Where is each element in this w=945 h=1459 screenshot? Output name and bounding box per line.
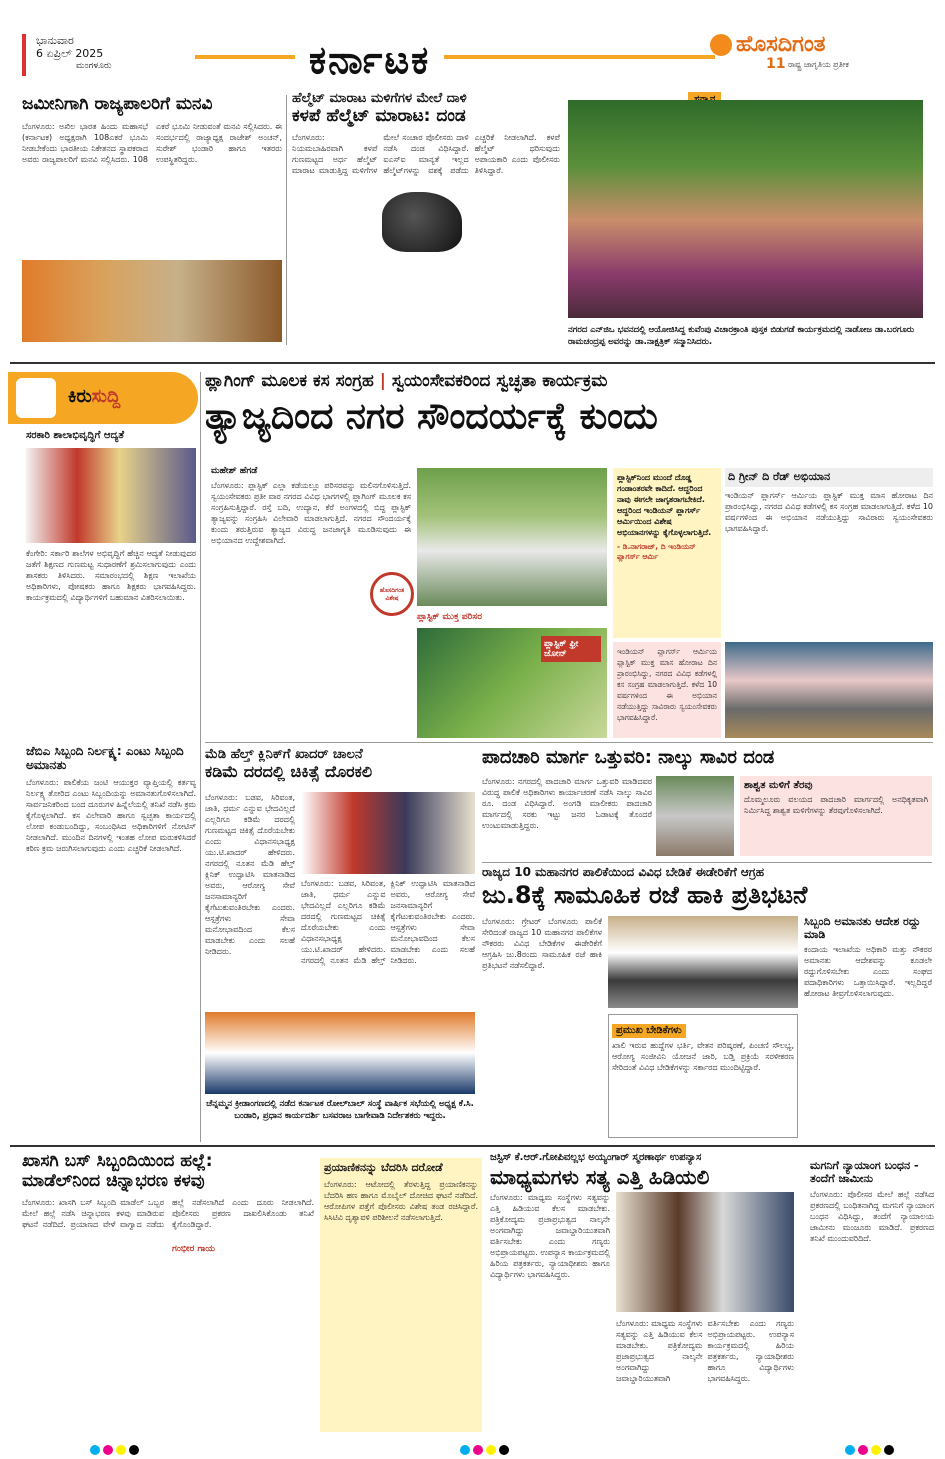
issue-date: 6 ಏಪ್ರಿಲ್ 2025 (36, 47, 104, 60)
print-registration-marks (845, 1440, 897, 1459)
headline-1: ಖಾಸಗಿ ಬಸ್ ಸಿಬ್ಬಂದಿಯಿಂದ ಹಲ್ಲೆ: (22, 1152, 213, 1171)
story-jbp (26, 745, 196, 1135)
headline: ಜೆಬಿಎ ಸಿಬ್ಬಂದಿ ನಿರ್ಲಕ್ಷ್ಯ: ಎಂಟು ಸಿಬ್ಬಂದಿ ಅಮಾನತು (26, 745, 184, 772)
demands-box: ಪ್ರಮುಖ ಬೇಡಿಕೆಗಳು ಖಾಲಿ ಇರುವ ಹುದ್ದೆಗಳ ಭರ್ತಿ, ವೇತನ ಪರಿಷ್ಕರಣೆ, ಪಿಂಚಣಿ ಸೌಲಭ್ಯ, ಆರೋಗ್ಯ ಸಂಜೀವಿನಿ ಯೋಜನೆ ಜಾರಿ, ಬಡ್ತಿ ಪ್ರಕ್ರಿಯೆ ಸರಳೀಕರಣ ಸೇರಿದಂತೆ ವಿವಿಧ ಬೇಡಿಕೆಗಳನ್ನು ಸರ್ಕಾರದ ಮುಂದಿಟ್ಟಿದ್ದಾರೆ. (608, 1014, 798, 1138)
issue-day: ಭಾನುವಾರ (36, 34, 74, 47)
headline: ಪಾದಚಾರಿ ಮಾರ್ಗ ಒತ್ತುವರಿ: ನಾಲ್ಕು ಸಾವಿರ ದಂಡ (482, 748, 775, 768)
divider (200, 372, 201, 1142)
caption: ನಗರದ ಎನ್‌ಜಿಒ ಭವನದಲ್ಲಿ ಆಯೋಜಿಸಿದ್ದ ಕುವೆಂಪು ವಿಚಾರಕ್ರಾಂತಿ ಪುಸ್ತಕ ಬಿಡುಗಡೆ ಕಾರ್ಯಕ್ರಮದಲ್ಲಿ ನಾಡೋಜ ಡಾ.ಬರಗೂರು ರಾಮಚಂದ್ರಪ್ಪ ಅವರನ್ನು ಡಾ.ನಾಕ್ಷತ್ರಿಕ್ ಸನ್ಮಾನಿಸಿದರು. (568, 325, 915, 347)
side-headline: ದಿ ಗ್ರೀನ್ ದಿ ರೆಡ್ ಅಭಿಯಾನ (725, 468, 933, 487)
headline: ತ್ಯಾಜ್ಯದಿಂದ ನಗರ ಸೌಂದರ್ಯಕ್ಕೆ ಕುಂದು (205, 395, 658, 437)
headline-1: ಮೆಡಿ ಹೆಲ್ತ್ ಕ್ಲಿನಿಕ್‌ಗೆ ಖಾದರ್ ಚಾಲನೆ (205, 748, 363, 762)
byline: ಮಹೇಶ್ ಹೆಗಡೆ (211, 466, 258, 476)
plastic-free-sign: ಪ್ಲಾಸ್ಟಿಕ್ ಫ್ರೀ ಜೋನ್ (541, 636, 601, 662)
header-rule (195, 55, 715, 59)
headline-2: ಕಳಪೆ ಹೆಲ್ಮೆಟ್ ಮಾರಾಟ: ದಂಡ (292, 105, 466, 126)
page-number: 11 (766, 56, 786, 72)
headline-2: ಮಾಡೆಲ್‌ನಿಂದ ಚಿನ್ನಾಭರಣ ಕಳವು (22, 1170, 205, 1191)
story-samman (568, 92, 923, 357)
body: ಬೆಂಗಳೂರು: ಖಾಸಗಿ ಬಸ್ ಸಿಬ್ಬಂದಿ ಮಾಡೆಲ್ ಒಬ್ಬರ ಮೇಲೆ ಹಲ್ಲೆ ನಡೆಸಿ ಚಿನ್ನಾಭರಣ ಕಳವು ಮಾಡಿರುವ ಘಟನೆ ನಡೆದಿದೆ. ಪ್ರಯಾಣದ ವೇಳೆ ವಾಗ್ವಾದ ನಡೆದು ಹಲ್ಲೆ ನಡೆಸಲಾಗಿದೆ ಎಂದು ದೂರು ನೀಡಲಾಗಿದೆ. ಪೊಲೀಸರು ಪ್ರಕರಣ ದಾಖಲಿಸಿಕೊಂಡು ತನಿಖೆ ಕೈಗೊಂಡಿದ್ದಾರೆ. (22, 1198, 314, 1230)
divider (10, 362, 935, 364)
photo-clinic (301, 792, 475, 874)
date-block (22, 34, 192, 76)
side-green-red (725, 468, 933, 628)
headline: ಪ್ರಯಾಣಿಕನನ್ನು ಬೆದರಿಸಿ ದರೋಡೆ (324, 1161, 443, 1174)
story-kirusuddi (26, 430, 196, 740)
kicker: ಜಸ್ಟಿಸ್ ಕೆ.ಆರ್.ಗೋಪಿವಲ್ಲಭ ಅಯ್ಯಂಗಾರ್ ಸ್ಮರಣಾರ್ಥ ಉಪನ್ಯಾಸ (490, 1152, 702, 1163)
photo-group (417, 468, 607, 606)
photo-rollball (205, 1012, 475, 1094)
photo-kirusuddi (26, 448, 196, 543)
body: ಬೆಂಗಳೂರು: ಪ್ಲಾಸ್ಟಿಕ್ ಎಲ್ಲಾ ಕಡೆಯಲ್ಲೂ ಪರಿಸರವನ್ನು ಮಲಿನಗೊಳಿಸುತ್ತಿದೆ. ಸ್ವಯಂಸೇವಕರು ಪ್ರತೀ ವಾರ ನಗರದ ವಿವಿಧ ಭಾಗಗಳಲ್ಲಿ ಪ್ಲಾಗಿಂಗ್ ಮೂಲಕ ಕಸ ಸಂಗ್ರಹಿಸುತ್ತಿದ್ದಾರೆ. ರಸ್ತೆ ಬದಿ, ಉದ್ಯಾನ, ಕೆರೆ ಅಂಗಳದಲ್ಲಿ ಬಿದ್ದ ಪ್ಲಾಸ್ಟಿಕ್ ತ್ಯಾಜ್ಯವನ್ನು ಸಂಗ್ರಹಿಸಿ ವಿಲೇವಾರಿ ಮಾಡಲಾಗುತ್ತಿದೆ. ನಗರದ ಸೌಂದರ್ಯಕ್ಕೆ ಕುಂದು ತರುತ್ತಿರುವ ತ್ಯಾಜ್ಯದ ವಿರುದ್ಧ ಜನಜಾಗೃತಿ ಮೂಡಿಸುವುದು ಈ ಅಭಿಯಾನದ ಉದ್ದೇಶವಾಗಿದೆ. (211, 481, 411, 545)
section-title: ಕರ್ನಾಟಕ (295, 38, 444, 83)
story-bail (810, 1160, 934, 1432)
body: ಬೆಂಗಳೂರು: ನಿಯಮಬಾಹಿರವಾಗಿ ಕಳಪೆ ಗುಣಮಟ್ಟದ ಅರ್ಧ ಹೆಲ್ಮೆಟ್ ಮಾರಾಟ ಮಾಡುತ್ತಿದ್ದ ಮಳಿಗೆಗಳ ಮೇಲೆ ಸಂಚಾರ ಪೊಲೀಸರು ದಾಳಿ ನಡೆಸಿ ದಂಡ ವಿಧಿಸಿದ್ದಾರೆ. ಐಎಸ್ಐ ಮಾನ್ಯತೆ ಇಲ್ಲದ ಹೆಲ್ಮೆಟ್‌ಗಳನ್ನು ವಶಕ್ಕೆ ಪಡೆದು ಎಚ್ಚರಿಕೆ ನೀಡಲಾಗಿದೆ. ಕಳಪೆ ಹೆಲ್ಮೆಟ್ ಧರಿಸುವುದು ಅಪಾಯಕಾರಿ ಎಂದು ಪೊಲೀಸರು ತಿಳಿಸಿದ್ದಾರೆ. (292, 133, 560, 176)
sub-head: ಪ್ಲಾಸ್ಟಿಕ್ ಮುಕ್ತ ಪರಿಸರ (417, 612, 482, 622)
kicker-b: ಸ್ವಯಂಸೇವಕರಿಂದ ಸ್ವಚ್ಛತಾ ಕಾರ್ಯಕ್ರಮ (391, 372, 608, 391)
helmet-photo (382, 192, 462, 252)
body-continued: ಬೆಂಗಳೂರು: ಮಾಧ್ಯಮ ಸಂಸ್ಥೆಗಳು ಸತ್ಯವನ್ನು ಎತ್ತಿ ಹಿಡಿಯುವ ಕೆಲಸ ಮಾಡಬೇಕು. ಪತ್ರಿಕೋದ್ಯಮ ಪ್ರಜಾಪ್ರಭುತ್ವದ ನಾಲ್ಕನೇ ಅಂಗವಾಗಿದ್ದು ಜವಾಬ್ದಾರಿಯುತವಾಗಿ ವರ್ತಿಸಬೇಕು ಎಂದು ಗಣ್ಯರು ಅಭಿಪ್ರಾಯಪಟ್ಟರು. ಉಪನ್ಯಾಸ ಕಾರ್ಯಕ್ರಮದಲ್ಲಿ ಹಿರಿಯ ಪತ್ರಕರ್ತರು, ನ್ಯಾಯಾಧೀಶರು ಹಾಗೂ ವಿದ್ಯಾರ್ಥಿಗಳು ಭಾಗವಹಿಸಿದ್ದರು. (616, 1319, 794, 1383)
photo-lecture (616, 1192, 794, 1312)
issue-city: ಮಂಗಳೂರು (76, 61, 112, 71)
body: ಬೆಂಗಳೂರು: ಮಾಧ್ಯಮ ಸಂಸ್ಥೆಗಳು ಸತ್ಯವನ್ನು ಎತ್ತಿ ಹಿಡಿಯುವ ಕೆಲಸ ಮಾಡಬೇಕು. ಪತ್ರಿಕೋದ್ಯಮ ಪ್ರಜಾಪ್ರಭುತ್ವದ ನಾಲ್ಕನೇ ಅಂಗವಾಗಿದ್ದು ಜವಾಬ್ದಾರಿಯುತವಾಗಿ ವರ್ತಿಸಬೇಕು ಎಂದು ಗಣ್ಯರು ಅಭಿಪ್ರಾಯಪಟ್ಟರು. ಉಪನ್ಯಾಸ ಕಾರ್ಯಕ್ರಮದಲ್ಲಿ ಹಿರಿಯ ಪತ್ರಕರ್ತರು, ನ್ಯಾಯಾಧೀಶರು ಹಾಗೂ ವಿದ್ಯಾರ್ಥಿಗಳು ಭಾಗವಹಿಸಿದ್ದರು. (490, 1193, 610, 1279)
kicker: ರಾಜ್ಯದ 10 ಮಹಾನಗರ ಪಾಲಿಕೆಯಿಂದ ವಿವಿಧ ಬೇಡಿಕೆ ಈಡೇರಿಕೆಗೆ ಆಗ್ರಹ (482, 866, 765, 879)
note-box: ಇಂಡಿಯನ್ ಪ್ಲಾಗರ್ಸ್ ಆರ್ಮಿಯ ಪ್ಲಾಸ್ಟಿಕ್ ಮುಕ್ತ ಮಾಸ ಹೋರಾಟ ದಿನ ಪ್ರಾರಂಭಿಸಿದ್ದು, ನಗರದ ವಿವಿಧ ಕಡೆಗಳಲ್ಲಿ ಕಸ ಸಂಗ್ರಹ ಮಾಡಲಾಗುತ್ತಿದೆ. ಕಳೆದ 10 ವರ್ಷಗಳಿಂದ ಈ ಅಭಿಯಾನ ನಡೆಯುತ್ತಿದ್ದು ಸಾವಿರಾರು ಸ್ವಯಂಸೇವಕರು ಭಾಗವಹಿಸಿದ್ದಾರೆ. (613, 642, 721, 738)
box-shop-clear: ಶಾಶ್ವತ ಮಳಿಗೆ ತೆರವು ದೊಮ್ಮಲೂರು ವಲಯದ ಪಾದಚಾರಿ ಮಾರ್ಗದಲ್ಲಿ ಅನಧಿಕೃತವಾಗಿ ನಿರ್ಮಿಸಿದ್ದ ಶಾಶ್ವತ ಮಳಿಗೆಗಳನ್ನು ತೆರವುಗೊಳಿಸಲಾಗಿದೆ. (740, 776, 932, 856)
headline: ಜು.8ಕ್ಕೆ ಸಾಮೂಹಿಕ ರಜೆ ಹಾಕಿ ಪ್ರತಿಭಟನೆ (482, 880, 808, 909)
body: ಕೆಂಗೇರಿ: ಸರ್ಕಾರಿ ಶಾಲೆಗಳ ಅಭಿವೃದ್ಧಿಗೆ ಹೆಚ್ಚಿನ ಆದ್ಯತೆ ನೀಡುವುದರ ಜತೆಗೆ ಶಿಕ್ಷಣದ ಗುಣಮಟ್ಟ ಸುಧಾರಣೆಗೆ ಶ್ರಮಿಸಲಾಗುವುದು ಎಂದು ಶಾಸಕರು ತಿಳಿಸಿದರು. ಸಮಾರಂಭದಲ್ಲಿ ಶಿಕ್ಷಣ ಇಲಾಖೆಯ ಅಧಿಕಾರಿಗಳು, ಪೋಷಕರು ಹಾಗೂ ಶಿಕ್ಷಕರು ಭಾಗವಹಿಸಿದ್ದರು. ಕಾರ್ಯಕ್ರಮದಲ್ಲಿ ವಿದ್ಯಾರ್ಥಿಗಳಿಗೆ ಬಹುಮಾನ ವಿತರಿಸಲಾಯಿತು. (26, 549, 196, 602)
divider (286, 95, 287, 345)
side-suspension: ಸಿಬ್ಬಂದಿ ಅಮಾನತು ಆದೇಶ ರದ್ದು ಮಾಡಿ ಕಂದಾಯ ಇಲಾಖೆಯ ಅಧಿಕಾರಿ ಮತ್ತು ನೌಕರರ ಅಮಾನತು ಆದೇಶವನ್ನು ಕೂಡಲೇ ರದ್ದುಗೊಳಿಸಬೇಕು ಎಂದು ಸಂಘದ ಪದಾಧಿಕಾರಿಗಳು ಒತ್ತಾಯಿಸಿದ್ದಾರೆ. ಇಲ್ಲದಿದ್ದರೆ ಹೋರಾಟ ತೀವ್ರಗೊಳಿಸಲಾಗುವುದು. (804, 915, 932, 999)
divider (205, 742, 933, 743)
masthead-logo: ಹೊಸದಿಗಂತ ರಾಷ್ಟ್ರ ಜಾಗೃತಿಯ ಪ್ರತೀಕ 11 (710, 30, 920, 76)
photo-samman (568, 100, 923, 318)
sub-head: ಗಂಭೀರ ಗಾಯ (172, 1244, 216, 1254)
body: ಬೆಂಗಳೂರು: ಗ್ರೇಟರ್ ಬೆಂಗಳೂರು ಪಾಲಿಕೆ ಸೇರಿದಂತೆ ರಾಜ್ಯದ 10 ಮಹಾನಗರ ಪಾಲಿಕೆಗಳ ನೌಕರರು ವಿವಿಧ ಬೇಡಿಕೆಗಳ ಈಡೇರಿಕೆಗೆ ಆಗ್ರಹಿಸಿ ಜು.8ರಂದು ಸಾಮೂಹಿಕ ರಜೆ ಹಾಕಿ ಪ್ರತಿಭಟನೆ ನಡೆಸಲಿದ್ದಾರೆ. (482, 917, 602, 970)
body: ಬೆಂಗಳೂರು: ಪೊಲೀಸರ ಮೇಲೆ ಹಲ್ಲೆ ನಡೆಸಿದ ಪ್ರಕರಣದಲ್ಲಿ ಬಂಧಿತನಾಗಿದ್ದ ಮಗನಿಗೆ ನ್ಯಾಯಾಂಗ ಬಂಧನ ವಿಧಿಸಿದ್ದು, ತಂದೆಗೆ ನ್ಯಾಯಾಲಯ ಜಾಮೀನು ಮಂಜೂರು ಮಾಡಿದೆ. ಪ್ರಕರಣದ ತನಿಖೆ ಮುಂದುವರಿದಿದೆ. (810, 1190, 934, 1244)
story-plogging: ಪ್ಲಾಗಿಂಗ್ ಮೂಲಕ ಕಸ ಸಂಗ್ರಹ | ಸ್ವಯಂಸೇವಕರಿಂದ ಸ್ವಚ್ಛತಾ ಕಾರ್ಯಕ್ರಮ ತ್ಯಾಜ್ಯದಿಂದ ನಗರ ಸೌಂದರ್ಯಕ್ಕೆ ಕುಂದು ಮಹೇಶ್ ಹೆಗಡೆ ಬೆಂಗಳೂರು: ಪ್ಲಾಸ್ಟಿಕ್ ಎಲ್ಲಾ ಕಡೆಯಲ್ಲೂ ಪರಿಸರವನ್ನು ಮಲಿನಗೊಳಿಸುತ್ತಿದೆ. ಸ್ವಯಂಸೇವಕರು ಪ್ರತೀ ವಾರ ನಗರದ ವಿವಿಧ ಭಾಗಗಳಲ್ಲಿ ಪ್ಲಾಗಿಂಗ್ ಮೂಲಕ ಕಸ ಸಂಗ್ರಹಿಸುತ್ತಿದ್ದಾರೆ. ರಸ್ತೆ ಬದಿ, ಉದ್ಯಾನ, ಕೆರೆ ಅಂಗಳದಲ್ಲಿ ಬಿದ್ದ ಪ್ಲಾಸ್ಟಿಕ್ ತ್ಯಾಜ್ಯವನ್ನು ಸಂಗ್ರಹಿಸಿ ವಿಲೇವಾರಿ ಮಾಡಲಾಗುತ್ತಿದೆ. ನಗರದ ಸೌಂದರ್ಯಕ್ಕೆ ಕುಂದು ತರುತ್ತಿರುವ ತ್ಯಾಜ್ಯದ ವಿರುದ್ಧ ಜನಜಾಗೃತಿ ಮೂಡಿಸುವುದು ಈ ಅಭಿಯಾನದ ಉದ್ದೇಶವಾಗಿದೆ. ಪ್ಲಾಸ್ಟಿಕ್ ಮುಕ್ತ ಪರಿಸರ ಪ್ಲಾಸ್ಟಿಕ್ ಫ್ರೀ ಜೋನ್ ಹೊಸದಿಗಂತ ವಿಶೇಷ ಪ್ಲಾಸ್ಟಿಕ್‌ನಿಂದ ಮುಂದೆ ದೊಡ್ಡ ಗಂಡಾಂತರವೇ ಕಾದಿದೆ. ಆದ್ದರಿಂದ ನಾವು ಈಗಲೇ ಜಾಗೃತರಾಗಬೇಕಿದೆ. ಆದ್ದರಿಂದ ಇಂಡಿಯನ್ ಪ್ಲಾಗರ್ಸ್ ಆರ್ಮಿಯಿಂದ ವಿಶೇಷ ಅಭಿಯಾನಗಳನ್ನು ಕೈಗೊಳ್ಳಲಾಗುತ್ತಿದೆ. - ಡಿ.ನಾಗರಾಜ್, ದಿ ಇಂಡಿಯನ್ ಪ್ಲಾಗರ್ಸ್ ಆರ್ಮಿ ಇಂಡಿಯನ್ ಪ್ಲಾಗರ್ಸ್ ಆರ್ಮಿಯ ಪ್ಲಾಸ್ಟಿಕ್ ಮುಕ್ತ ಮಾಸ ಹೋರಾಟ ದಿನ ಪ್ರಾರಂಭಿಸಿದ್ದು, ನಗರದ ವಿವಿಧ ಕಡೆಗಳಲ್ಲಿ ಕಸ ಸಂಗ್ರಹ ಮಾಡಲಾಗುತ್ತಿದೆ. ಕಳೆದ 10 ವರ್ಷಗಳಿಂದ ಈ ಅಭಿಯಾನ ನಡೆಯುತ್ತಿದ್ದು ಸಾವಿರಾರು ಸ್ವಯಂಸೇವಕರು ಭಾಗವಹಿಸಿದ್ದಾರೆ. ದಿ ಗ್ರೀನ್ ದಿ ರೆಡ್ ಅಭಿಯಾನ ಇಂಡಿಯನ್ ಪ್ಲಾಗರ್ಸ್ ಆರ್ಮಿಯ ಪ್ಲಾಸ್ಟಿಕ್ ಮುಕ್ತ ಮಾಸ ಹೋರಾಟ ದಿನ ಪ್ರಾರಂಭಿಸಿದ್ದು, ನಗರದ ವಿವಿಧ ಕಡೆಗಳಲ್ಲಿ ಕಸ ಸಂಗ್ರಹ ಮಾಡಲಾಗುತ್ತಿದೆ. ಕಳೆದ 10 ವರ್ಷಗಳಿಂದ ಈ ಅಭಿಯಾನ ನಡೆಯುತ್ತಿದ್ದು ಸಾವಿರಾರು ಸ್ವಯಂಸೇವಕರು ಭಾಗವಹಿಸಿದ್ದಾರೆ. (205, 372, 933, 742)
story-media (490, 1152, 794, 1437)
photo-land (22, 260, 282, 342)
photo-footpath (656, 776, 734, 856)
body: ಬೆಂಗಳೂರು: ಆಟೋದಲ್ಲಿ ತೆರಳುತ್ತಿದ್ದ ಪ್ರಯಾಣಿಕನನ್ನು ಬೆದರಿಸಿ ಹಣ ಹಾಗೂ ಮೊಬೈಲ್ ದೋಚಿದ ಘಟನೆ ನಡೆದಿದೆ. ಆರೋಪಿಗಳ ಪತ್ತೆಗೆ ಪೊಲೀಸರು ವಿಶೇಷ ತಂಡ ರಚಿಸಿದ್ದಾರೆ. ಸಿಸಿಟಿವಿ ದೃಶ್ಯಾವಳಿ ಪರಿಶೀಲನೆ ನಡೆಸಲಾಗುತ್ತಿದೆ. (324, 1179, 478, 1222)
story-rollball (205, 1012, 475, 1142)
story-helmet (292, 92, 560, 347)
headline: ಮಾಧ್ಯಮಗಳು ಸತ್ಯ ಎತ್ತಿ ಹಿಡಿಯಲಿ (490, 1164, 710, 1189)
body: ಬೆಂಗಳೂರು: ನಗರದಲ್ಲಿ ಪಾದಚಾರಿ ಮಾರ್ಗ ಒತ್ತುವರಿ ಮಾಡಿದವರ ವಿರುದ್ಧ ಪಾಲಿಕೆ ಅಧಿಕಾರಿಗಳು ಕಾರ್ಯಾಚರಣೆ ನಡೆಸಿ ನಾಲ್ಕು ಸಾವಿರ ರೂ. ದಂಡ ವಿಧಿಸಿದ್ದಾರೆ. ಅಂಗಡಿ ಮಾಲೀಕರು ಪಾದಚಾರಿ ಮಾರ್ಗದಲ್ಲಿ ಸರಕು ಇಟ್ಟು ಜನರ ಓಡಾಟಕ್ಕೆ ತೊಂದರೆ ಉಂಟುಮಾಡುತ್ತಿದ್ದರು. (482, 777, 652, 830)
quote-box: ಪ್ಲಾಸ್ಟಿಕ್‌ನಿಂದ ಮುಂದೆ ದೊಡ್ಡ ಗಂಡಾಂತರವೇ ಕಾದಿದೆ. ಆದ್ದರಿಂದ ನಾವು ಈಗಲೇ ಜಾಗೃತರಾಗಬೇಕಿದೆ. ಆದ್ದರಿಂದ ಇಂಡಿಯನ್ ಪ್ಲಾಗರ್ಸ್ ಆರ್ಮಿಯಿಂದ ವಿಶೇಷ ಅಭಿಯಾನಗಳನ್ನು ಕೈಗೊಳ್ಳಲಾಗುತ್ತಿದೆ. - ಡಿ.ನಾಗರಾಜ್, ದಿ ಇಂಡಿಯನ್ ಪ್ಲಾಗರ್ಸ್ ಆರ್ಮಿ (613, 468, 721, 638)
body-continued: ಬೆಂಗಳೂರು: ಬಡವ, ಸಿರಿವಂತ, ಜಾತಿ, ಧರ್ಮ ಎನ್ನುವ ಭೇದವಿಲ್ಲದೆ ಎಲ್ಲರಿಗೂ ಕಡಿಮೆ ದರದಲ್ಲಿ ಗುಣಮಟ್ಟದ ಚಿಕಿತ್ಸೆ ದೊರೆಯಬೇಕು ಎಂದು ವಿಧಾನಸಭಾಧ್ಯಕ್ಷ ಯು.ಟಿ.ಖಾದರ್ ಹೇಳಿದರು. ನಗರದಲ್ಲಿ ನೂತನ ಮೆಡಿ ಹೆಲ್ತ್ ಕ್ಲಿನಿಕ್ ಉದ್ಘಾಟಿಸಿ ಮಾತನಾಡಿದ ಅವರು, ಆರೋಗ್ಯ ಸೇವೆ ಜನಸಾಮಾನ್ಯರಿಗೆ ಕೈಗೆಟುಕುವಂತಿರಬೇಕು ಎಂದರು. ಆಸ್ಪತ್ರೆಗಳು ಸೇವಾ ಮನೋಭಾವದಿಂದ ಕೆಲಸ ಮಾಡಬೇಕು ಎಂದು ಸಲಹೆ ನೀಡಿದರು. (301, 879, 475, 965)
story-bus (22, 1152, 314, 1432)
body: ಬೆಂಗಳೂರು: ಪಾಲಿಕೆಯ ಜಂಟಿ ಆಯುಕ್ತರ ವ್ಯಾಪ್ತಿಯಲ್ಲಿ ಕರ್ತವ್ಯ ನಿರ್ಲಕ್ಷ್ಯ ತೋರಿದ ಎಂಟು ಸಿಬ್ಬಂದಿಯನ್ನು ಅಮಾನತುಗೊಳಿಸಲಾಗಿದೆ. ಸಾರ್ವಜನಿಕರಿಂದ ಬಂದ ದೂರುಗಳ ಹಿನ್ನೆಲೆಯಲ್ಲಿ ತನಿಖೆ ನಡೆಸಿ ಕ್ರಮ ಕೈಗೊಳ್ಳಲಾಗಿದೆ. ಕಸ ವಿಲೇವಾರಿ ಹಾಗೂ ಸ್ವಚ್ಛತಾ ಕಾರ್ಯದಲ್ಲಿ ಲೋಪ ಕಂಡುಬಂದಿದ್ದು, ಸಂಬಂಧಿಸಿದ ಅಧಿಕಾರಿಗಳಿಗೆ ನೋಟಿಸ್ ನೀಡಲಾಗಿದೆ. ಮುಂದಿನ ದಿನಗಳಲ್ಲಿ ಇಂತಹ ಲೋಪ ಮರುಕಳಿಸಿದರೆ ಕಠಿಣ ಕ್ರಮ ಜರುಗಿಸಲಾಗುವುದು ಎಂದು ಎಚ್ಚರಿಕೆ ನೀಡಲಾಗಿದೆ. (26, 777, 196, 853)
hand-icon (16, 378, 56, 418)
story-strike (482, 866, 932, 1142)
divider (10, 1145, 935, 1147)
lamp-icon (710, 34, 732, 56)
caption: ಚೆನ್ನಮ್ಮನ ಕ್ರೀಡಾಂಗಣದಲ್ಲಿ ನಡೆದ ಕರ್ನಾಟಕ ರೋಲ್‌ಬಾಲ್ ಸಂಸ್ಥೆ ವಾರ್ಷಿಕ ಸಭೆಯಲ್ಲಿ ಅಧ್ಯಕ್ಷ ಕೆ.ಸಿ. ಬಂಡಾರಿ, ಪ್ರಧಾನ ಕಾರ್ಯದರ್ಶಿ ಬಸವರಾಜ ಬಾಗೇವಾಡಿ ನಿರ್ದೇಶಕರು ಇದ್ದರು. (206, 1099, 474, 1121)
story-robbery (320, 1158, 482, 1432)
kirusuddi-banner: ಕಿರುಸುದ್ದಿ (8, 372, 198, 424)
photo-runner (417, 628, 607, 738)
headline: ಸರಕಾರಿ ಶಾಲಾಭಿವೃದ್ಧಿಗೆ ಆದ್ಯತೆ (26, 430, 125, 441)
headline-2: ಕಡಿಮೆ ದರದಲ್ಲಿ ಚಿಕಿತ್ಸೆ ದೊರಕಲಿ (205, 761, 373, 781)
headline-1: ಹೆಲ್ಮೆಟ್ ಮಾರಾಟ ಮಳಿಗೆಗಳ ಮೇಲೆ ದಾಳಿ (292, 92, 467, 106)
body: ಬೆಂಗಳೂರು: ಬಡವ, ಸಿರಿವಂತ, ಜಾತಿ, ಧರ್ಮ ಎನ್ನುವ ಭೇದವಿಲ್ಲದೆ ಎಲ್ಲರಿಗೂ ಕಡಿಮೆ ದರದಲ್ಲಿ ಗುಣಮಟ್ಟದ ಚಿಕಿತ್ಸೆ ದೊರೆಯಬೇಕು ಎಂದು ವಿಧಾನಸಭಾಧ್ಯಕ್ಷ ಯು.ಟಿ.ಖಾದರ್ ಹೇಳಿದರು. ನಗರದಲ್ಲಿ ನೂತನ ಮೆಡಿ ಹೆಲ್ತ್ ಕ್ಲಿನಿಕ್ ಉದ್ಘಾಟಿಸಿ ಮಾತನಾಡಿದ ಅವರು, ಆರೋಗ್ಯ ಸೇವೆ ಜನಸಾಮಾನ್ಯರಿಗೆ ಕೈಗೆಟುಕುವಂತಿರಬೇಕು ಎಂದರು. ಆಸ್ಪತ್ರೆಗಳು ಸೇವಾ ಮನೋಭಾವದಿಂದ ಕೆಲಸ ಮಾಡಬೇಕು ಎಂದು ಸಲಹೆ ನೀಡಿದರು. (205, 793, 295, 956)
story-land (22, 95, 282, 345)
story-footpath (482, 748, 932, 858)
headline: ಮಗನಿಗೆ ನ್ಯಾಯಾಂಗ ಬಂಧನ - ತಂದೆಗೆ ಜಾಮೀನು (810, 1160, 919, 1185)
kicker-a: ಪ್ಲಾಗಿಂಗ್ ಮೂಲಕ ಕಸ ಸಂಗ್ರಹ (205, 372, 374, 391)
divider (482, 862, 932, 863)
side-body: ಇಂಡಿಯನ್ ಪ್ಲಾಗರ್ಸ್ ಆರ್ಮಿಯ ಪ್ಲಾಸ್ಟಿಕ್ ಮುಕ್ತ ಮಾಸ ಹೋರಾಟ ದಿನ ಪ್ರಾರಂಭಿಸಿದ್ದು, ನಗರದ ವಿವಿಧ ಕಡೆಗಳಲ್ಲಿ ಕಸ ಸಂಗ್ರಹ ಮಾಡಲಾಗುತ್ತಿದೆ. ಕಳೆದ 10 ವರ್ಷಗಳಿಂದ ಈ ಅಭಿಯಾನ ನಡೆಯುತ್ತಿದ್ದು ಸಾವಿರಾರು ಸ್ವಯಂಸೇವಕರು ಭಾಗವಹಿಸಿದ್ದಾರೆ. (725, 490, 933, 533)
headline: ಜಮೀನಿಗಾಗಿ ರಾಜ್ಯಪಾಲರಿಗೆ ಮನವಿ (22, 95, 213, 114)
print-registration-marks (90, 1440, 142, 1459)
body: ಬೆಂಗಳೂರು: ಅಖಿಲ ಭಾರತ ಹಿಂದು ಮಹಾಸಭೆ (ಕರ್ನಾಟಕ) ಅಧ್ಯಕ್ಷರಾಗಿ 108ಎಕರೆ ಭೂಮಿ ನೀಡಬೇಕೆಂದು ಭಾರತೀಯ ನಿಕೇತನದ ಸ್ಥಾಪಕರಾದ ಅವರು ರಾಜ್ಯಪಾಲರಿಗೆ ಮನವಿ ಸಲ್ಲಿಸಿದರು. 108 ಎಕರೆ ಭೂಮಿ ನೀಡುವಂತೆ ಮನವಿ ಸಲ್ಲಿಸಿದರು. ಈ ಸಂದರ್ಭದಲ್ಲಿ ರಾಜ್ಯಾಧ್ಯಕ್ಷ ರಾಜೇಶ್ ಅಂಚನ್, ಸುರೇಶ್ ಭಂಡಾರಿ ಹಾಗೂ ಇತರರು ಉಪಸ್ಥಿತರಿದ್ದರು. (22, 121, 282, 164)
photo-meeting (608, 916, 798, 1008)
special-badge: ಹೊಸದಿಗಂತ ವಿಶೇಷ (370, 572, 414, 616)
story-medi (205, 748, 475, 1006)
print-registration-marks (460, 1440, 512, 1459)
photo-volunteers (725, 642, 933, 738)
